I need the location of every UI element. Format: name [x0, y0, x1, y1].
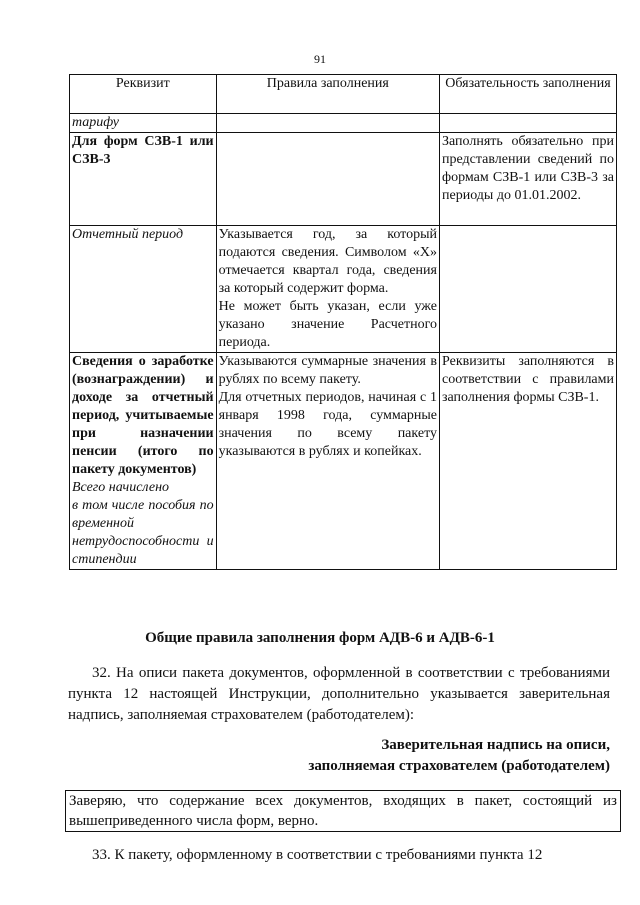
- paragraph-32: 32. На описи пакета документов, оформленной в соответствии с требованиями пункта 12 настоящей Инструкции, дополнительно указывается заверительная надпись, заполняемая страхователем (работодателем):: [68, 665, 610, 723]
- field-period: Отчетный период: [70, 226, 217, 353]
- header-rules: Правила заполнения: [216, 75, 439, 114]
- field-earnings: [70, 353, 217, 570]
- page-number: 91: [314, 52, 326, 66]
- requisites-table: [69, 74, 617, 570]
- table-row: [70, 353, 617, 570]
- table-row: [70, 133, 617, 226]
- paragraph-33: 33. К пакету, оформленному в соответствии с требованиями пункта 12: [92, 847, 543, 863]
- rules-earnings: [216, 353, 439, 570]
- table-row: [70, 114, 617, 133]
- table-header-row: [70, 75, 617, 114]
- certification-heading-line: заполняемая страхователем (работодателем): [308, 758, 610, 774]
- field-earnings-sub: в том числе пособия по временной нетрудоспособности и стипендии: [72, 498, 214, 567]
- rule-text: Указывается год, за который подаются сведения. Символом «Х» отмечается квартал года, сведения за который содержит форма.: [218, 227, 437, 296]
- rule-text: Не может быть указан, если уже указано значение Расчетного периода.: [218, 299, 437, 350]
- rules-period: [216, 226, 439, 353]
- field-tarifu: тарифу: [70, 114, 217, 133]
- rule-text: Указываются суммарные значения в рублях по всему пакету.: [218, 354, 437, 387]
- header-field: Реквизит: [70, 75, 217, 114]
- section-heading: Общие правила заполнения форм АДВ-6 и АДВ-6-1: [145, 630, 495, 646]
- certification-heading: [308, 735, 610, 777]
- field-earnings-sub: Всего начислено: [72, 480, 170, 495]
- obligation-earnings: Реквизиты заполняются в соответствии с правилами заполнения формы СЗВ-1.: [440, 353, 617, 570]
- obligation-szv: Заполнять обязательно при представлении сведений по формам СЗВ-1 или СЗВ-3 за периоды до 01.01.2002.: [440, 133, 617, 226]
- rule-text: Для отчетных периодов, начиная с 1 января 1998 года, суммарные значения по всему пакету указываются в рублях и копейках.: [218, 390, 437, 459]
- certification-box: Заверяю, что содержание всех документов, входящих в пакет, состоящий из вышеприведенного числа форм, верно.: [65, 790, 621, 832]
- table-row: [70, 226, 617, 353]
- certification-heading-line: Заверительная надпись на описи,: [381, 737, 610, 753]
- field-earnings-title: Сведения о заработке (вознаграждении) и доходе за отчетный период, учитываемые при назначении пенсии (итого по пакету документов): [72, 354, 214, 477]
- field-szv: Для форм СЗВ-1 или СЗВ-3: [70, 133, 217, 226]
- header-obligation: Обязательность заполнения: [440, 75, 617, 114]
